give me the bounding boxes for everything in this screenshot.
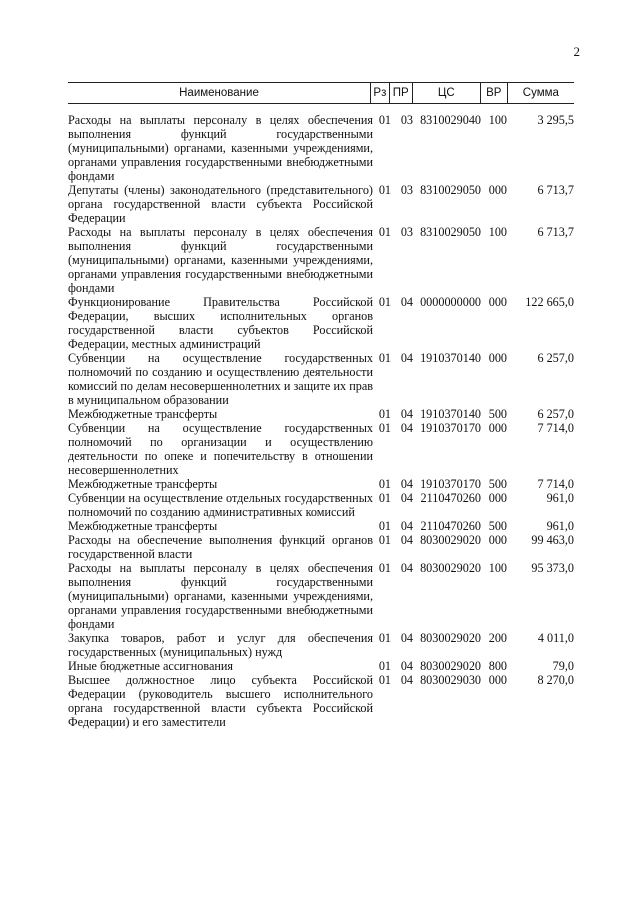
table-row: [68, 183, 574, 225]
table-row: [68, 631, 574, 659]
cell-pr: 04: [400, 519, 413, 533]
table-row: [68, 407, 574, 421]
cell-name: Высшее должностное лицо субъекта Российской Федерации (руководитель высшего исполнительного органа государственной власти субъекта Российской Федерации) и его заместители: [68, 673, 373, 729]
table-row: [68, 225, 574, 295]
cell-vr: 500: [488, 407, 507, 421]
cell-rz: 01: [378, 113, 391, 127]
cell-cs: 1910370140: [420, 351, 481, 365]
cell-cs: 1910370140: [420, 407, 481, 421]
table-row: [68, 295, 574, 351]
cell-name: Закупка товаров, работ и услуг для обеспечения государственных (муниципальных) нужд: [68, 631, 373, 659]
header-pr: ПР: [389, 83, 412, 103]
cell-rz: 01: [378, 407, 391, 421]
cell-sum: 7 714,0: [537, 477, 574, 491]
cell-pr: 04: [400, 351, 413, 365]
cell-name: Межбюджетные трансферты: [68, 477, 218, 491]
cell-name: Межбюджетные трансферты: [68, 407, 218, 421]
cell-sum: 3 295,5: [537, 113, 574, 127]
cell-cs: 8310029050: [420, 225, 481, 239]
cell-vr: 000: [488, 533, 507, 547]
cell-pr: 04: [400, 477, 413, 491]
cell-cs: 1910370170: [420, 421, 481, 435]
cell-cs: 8030029020: [420, 631, 481, 645]
cell-pr: 04: [400, 673, 413, 687]
cell-rz: 01: [378, 225, 391, 239]
cell-name: Функционирование Правительства Российской Федерации, высших исполнительных органов государственной власти субъектов Российской Федерации, местных администраций: [68, 295, 373, 351]
cell-cs: 2110470260: [420, 491, 481, 505]
cell-pr: 03: [400, 225, 413, 239]
cell-name: Субвенции на осуществление государственных полномочий по созданию и осуществлению деятельности комиссий по делам несовершеннолетних и защите их прав в муниципальном образовании: [68, 351, 373, 407]
cell-rz: 01: [378, 477, 391, 491]
cell-pr: 04: [400, 421, 413, 435]
header-vr: ВР: [480, 83, 507, 103]
cell-pr: 04: [400, 631, 413, 645]
cell-name: Иные бюджетные ассигнования: [68, 659, 234, 673]
cell-name: Расходы на выплаты персоналу в целях обеспечения выполнения функций государственными (муниципальными) органами, казенными учреждениями, органами управления государственными внебюджетными фондами: [68, 561, 373, 631]
cell-pr: 04: [400, 533, 413, 547]
cell-cs: 8030029030: [420, 673, 481, 687]
cell-cs: 1910370170: [420, 477, 481, 491]
table-row: [68, 533, 574, 561]
cell-rz: 01: [378, 673, 391, 687]
cell-rz: 01: [378, 491, 391, 505]
cell-sum: 79,0: [552, 659, 574, 673]
cell-name: Межбюджетные трансферты: [68, 519, 218, 533]
cell-rz: 01: [378, 295, 391, 309]
cell-cs: 8030029020: [420, 561, 481, 575]
cell-rz: 01: [378, 561, 391, 575]
cell-cs: 8310029050: [420, 183, 481, 197]
cell-vr: 800: [488, 659, 507, 673]
header-rz: Рз: [370, 83, 389, 103]
cell-vr: 000: [488, 295, 507, 309]
cell-rz: 01: [378, 659, 391, 673]
cell-sum: 6 257,0: [537, 351, 574, 365]
cell-pr: 04: [400, 561, 413, 575]
cell-vr: 000: [488, 183, 507, 197]
cell-sum: 6 713,7: [537, 225, 574, 239]
cell-rz: 01: [378, 351, 391, 365]
cell-name: Расходы на выплаты персоналу в целях обеспечения выполнения функций государственными (муниципальными) органами, казенными учреждениями, органами управления государственными внебюджетными фондами: [68, 113, 373, 183]
cell-vr: 000: [488, 491, 507, 505]
cell-cs: 8310029040: [420, 113, 481, 127]
cell-sum: 7 714,0: [537, 421, 574, 435]
cell-rz: 01: [378, 519, 391, 533]
cell-sum: 99 463,0: [531, 533, 574, 547]
table-row: [68, 673, 574, 729]
cell-pr: 03: [400, 183, 413, 197]
cell-cs: 8030029020: [420, 533, 481, 547]
cell-sum: 4 011,0: [537, 631, 574, 645]
cell-cs: 8030029020: [420, 659, 481, 673]
cell-sum: 6 257,0: [537, 407, 574, 421]
cell-pr: 04: [400, 407, 413, 421]
cell-name: Субвенции на осуществление отдельных государственных полномочий по созданию административных комиссий: [68, 491, 373, 519]
table-row: [68, 421, 574, 477]
budget-table: [68, 82, 574, 729]
header-name: Наименование: [179, 87, 259, 99]
cell-vr: 000: [488, 351, 507, 365]
header-cs: ЦС: [412, 83, 480, 103]
cell-rz: 01: [378, 421, 391, 435]
cell-sum: 122 665,0: [525, 295, 574, 309]
cell-sum: 95 373,0: [531, 561, 574, 575]
table-row: [68, 519, 574, 533]
table-row: [68, 477, 574, 491]
cell-name: Расходы на обеспечение выполнения функций органов государственной власти: [68, 533, 373, 561]
cell-rz: 01: [378, 533, 391, 547]
cell-name: Расходы на выплаты персоналу в целях обеспечения выполнения функций государственными (муниципальными) органами, казенными учреждениями, органами управления государственными внебюджетными фондами: [68, 225, 373, 295]
cell-vr: 500: [488, 519, 507, 533]
table-row: [68, 491, 574, 519]
cell-vr: 100: [488, 225, 507, 239]
cell-pr: 04: [400, 295, 413, 309]
cell-cs: 0000000000: [420, 295, 481, 309]
cell-vr: 500: [488, 477, 507, 491]
cell-vr: 200: [488, 631, 507, 645]
cell-pr: 04: [400, 659, 413, 673]
table-row: [68, 351, 574, 407]
cell-vr: 000: [488, 421, 507, 435]
cell-vr: 100: [488, 561, 507, 575]
table-body: [68, 104, 574, 729]
cell-name: Субвенции на осуществление государственных полномочий по организации и осуществлению деятельности по опеке и попечительству в отношении несовершеннолетних: [68, 421, 373, 477]
table-row: [68, 561, 574, 631]
cell-cs: 2110470260: [420, 519, 481, 533]
cell-sum: 8 270,0: [537, 673, 574, 687]
cell-pr: 03: [400, 113, 413, 127]
table-row: [68, 113, 574, 183]
cell-pr: 04: [400, 491, 413, 505]
cell-name: Депутаты (члены) законодательного (представительного) органа государственной власти субъекта Российской Федерации: [68, 183, 373, 225]
table-header: [68, 82, 574, 104]
cell-vr: 100: [488, 113, 507, 127]
table-row: [68, 659, 574, 673]
cell-sum: 961,0: [546, 519, 574, 533]
cell-rz: 01: [378, 183, 391, 197]
header-sum: Сумма: [507, 83, 574, 103]
cell-vr: 000: [488, 673, 507, 687]
cell-sum: 6 713,7: [537, 183, 574, 197]
cell-rz: 01: [378, 631, 391, 645]
cell-sum: 961,0: [546, 491, 574, 505]
page-number: 2: [573, 44, 580, 59]
